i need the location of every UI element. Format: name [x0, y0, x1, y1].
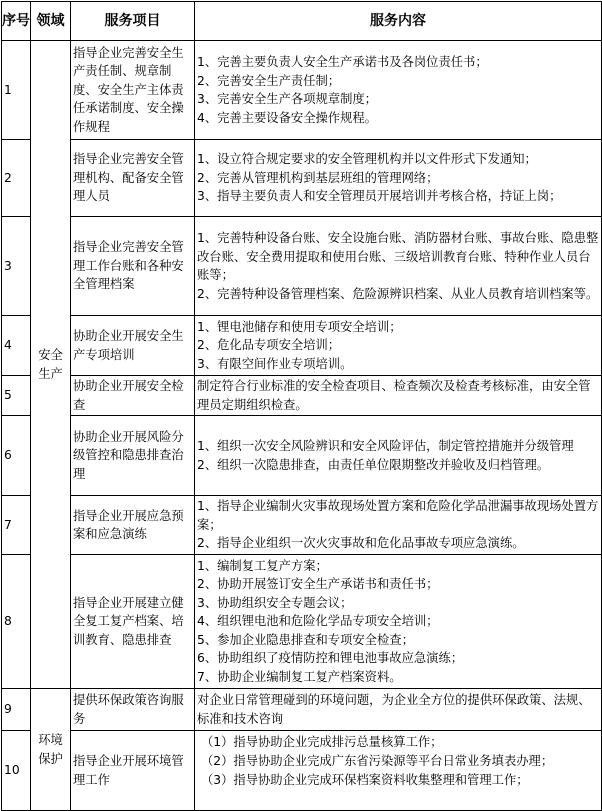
table-row [2, 217, 602, 316]
service-table [1, 1, 602, 811]
header-no: 序号 [2, 2, 31, 41]
service-content: 对企业日常管理碰到的环境问题，为企业全方位的提供环保政策、法规、标准和技术咨询 [195, 689, 602, 731]
service-item: 指导企业完善安全管理工作台账和各种安全管理档案 [71, 217, 195, 316]
table-row [2, 316, 602, 376]
service-item: 指导企业开展应急预案和应急演练 [71, 496, 195, 555]
row-number: 9 [2, 689, 31, 731]
table-row [2, 496, 602, 555]
service-item: 协助企业开展安全生产专项培训 [71, 316, 195, 376]
service-item: 指导企业完善安全管理机构、配备安全管理人员 [71, 140, 195, 217]
domain-cell-environment: 环境保护 [31, 689, 71, 811]
header-domain: 领域 [31, 2, 71, 41]
service-content: 1、设立符合规定要求的安全管理机构并以文件形式下发通知； 2、完善从管理机构到基层班组的管理网络； 3、指导主要负责人和安全管理员开展培训并考核合格，持证上岗； [195, 140, 602, 217]
row-number: 10 [2, 731, 31, 811]
service-content: 1、组织一次安全风险辨识和安全风险评估，制定管控措施并分级管理 2、组织一次隐患排查，由责任单位限期整改并验收及归档管理。 [195, 416, 602, 496]
service-content: 1、完善主要负责人安全生产承诺书及各岗位责任书； 2、完善安全生产责任制； 3、完善安全生产各项规章制度； 4、完善主要设备安全操作规程。 [195, 41, 602, 140]
row-number: 8 [2, 555, 31, 689]
service-content: 1、指导企业编制火灾事故现场处置方案和危险化学品泄漏事故现场处置方案； 2、指导企业组织一次火灾事故和危化品事故专项应急演练。 [195, 496, 602, 555]
row-number: 1 [2, 41, 31, 140]
header-content: 服务内容 [195, 2, 602, 41]
service-content: 1、完善特种设备台账、安全设施台账、消防器材台账、事故台账、隐患整改台账、安全费用提取和使用台账、三级培训教育台账、特种作业人员台账等； 2、完善特种设备管理档案、危险源辨识档案、从业人员教育培训档案等。 [195, 217, 602, 316]
table-row [2, 416, 602, 496]
table-row [2, 41, 602, 140]
table-row [2, 689, 602, 731]
service-item: 协助企业开展安全检查 [71, 376, 195, 416]
service-content: 1、编制复工复产方案； 2、协助开展签订安全生产承诺书和责任书； 3、协助组织安全专题会议； 4、组织锂电池和危险化学品专项安全培训； 5、参加企业隐患排查和专项安全检查； 6、协助组织了疫情防控和锂电池事故应急演练； 7、协助企业编制复工复产档案资料。 [195, 555, 602, 689]
row-number: 6 [2, 416, 31, 496]
row-number: 5 [2, 376, 31, 416]
service-item: 指导企业开展环境管理工作 [71, 731, 195, 811]
service-item: 指导企业开展建立健全复工复产档案、培训教育、隐患排查 [71, 555, 195, 689]
service-content: 1、锂电池储存和使用专项安全培训； 2、危化品专项安全培训； 3、有限空间作业专项培训。 [195, 316, 602, 376]
table-header-row [2, 2, 602, 41]
row-number: 7 [2, 496, 31, 555]
domain-cell-safety: 安全生产 [31, 41, 71, 689]
service-item: 协助企业开展风险分级管控和隐患排查治理 [71, 416, 195, 496]
table-row [2, 555, 602, 689]
service-content: （1）指导协助企业完成排污总量核算工作； （2）指导协助企业完成广东省污染源等平台日常业务填表办理； （3）指导协助企业完成环保档案资料收集整理和管理工作； [195, 731, 602, 811]
row-number: 4 [2, 316, 31, 376]
table-row [2, 140, 602, 217]
row-number: 3 [2, 217, 31, 316]
table-row [2, 731, 602, 811]
header-item: 服务项目 [71, 2, 195, 41]
row-number: 2 [2, 140, 31, 217]
service-content: 制定符合行业标准的安全检查项目、检查频次及检查考核标准，由安全管理员定期组织检查。 [195, 376, 602, 416]
service-item: 提供环保政策咨询服务 [71, 689, 195, 731]
table-row [2, 376, 602, 416]
service-item: 指导企业完善安全生产责任制、规章制度、安全生产主体责任承诺制度、安全操作规程 [71, 41, 195, 140]
